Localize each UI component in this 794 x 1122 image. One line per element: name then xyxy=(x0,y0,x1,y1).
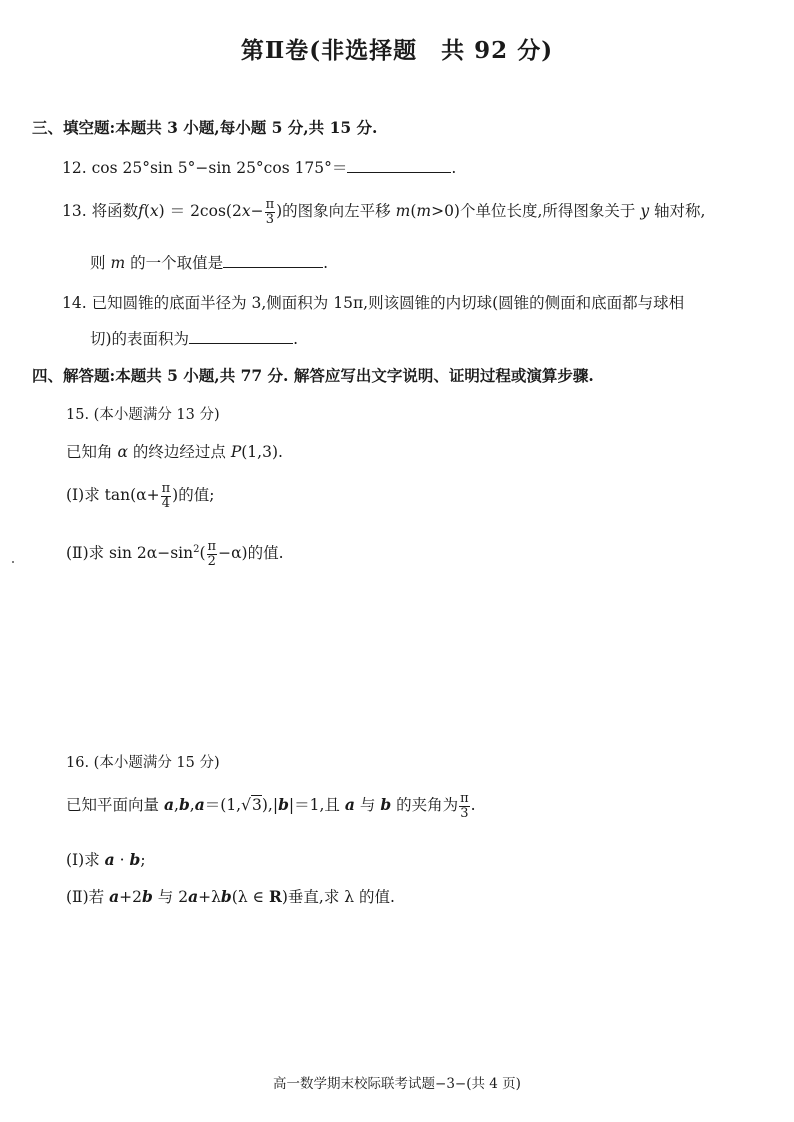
question-text: 则 xyxy=(90,254,106,272)
sqrt-symbol: √ xyxy=(241,796,251,815)
math-var: y xyxy=(640,202,650,221)
dot-operator: · xyxy=(114,851,130,869)
question-text: (Ⅱ)若 xyxy=(66,888,105,906)
question-text: cos 25°sin 5°−sin 25°cos 175°＝ xyxy=(91,159,348,177)
vector-b: b xyxy=(380,795,392,815)
math-text: (1,3). xyxy=(241,443,283,461)
page-footer: 高一数学期末校际联考试题−3−(共 4 页) xyxy=(273,1076,521,1092)
question-end: . xyxy=(470,796,476,815)
question-text: ; xyxy=(140,851,146,869)
question-number: 12. xyxy=(62,159,87,177)
math-var: m xyxy=(416,202,432,221)
question-text: 已知圆锥的底面半径为 3,侧面积为 15π,则该圆锥的内切球(圆锥的侧面和底面都与球相 xyxy=(91,294,685,312)
question-text: )的图象向左平移 xyxy=(276,202,391,221)
math-text: +λ xyxy=(198,888,221,906)
vector-b: b xyxy=(178,795,190,815)
question-text: 的终边经过点 xyxy=(132,443,226,461)
fraction-denominator: 4 xyxy=(161,495,171,511)
math-text: (λ ∈ xyxy=(231,888,269,906)
vector-b: b xyxy=(278,795,289,815)
question-text: 与 xyxy=(359,796,376,815)
question-12 xyxy=(62,156,456,178)
vector-a: a xyxy=(163,795,174,815)
vector-a: a xyxy=(188,887,199,906)
math-var: α xyxy=(117,443,128,461)
question-number: 14. xyxy=(62,294,87,312)
vector-b: b xyxy=(220,887,232,906)
vector-a: a xyxy=(104,850,115,869)
question-14-line-1 xyxy=(62,291,684,313)
vector-b: b xyxy=(129,850,141,869)
fraction-numerator: π xyxy=(460,791,469,806)
question-15-part-1 xyxy=(66,482,214,510)
question-16-part-1 xyxy=(66,848,146,870)
question-end: . xyxy=(323,254,329,272)
vector-a: a xyxy=(109,887,120,906)
question-13-line-2 xyxy=(90,251,328,273)
question-text: 的一个取值是 xyxy=(130,254,224,272)
question-text: (Ⅰ)求 tan(α+ xyxy=(66,486,160,505)
scan-speck xyxy=(12,561,14,563)
question-text: (Ⅱ)求 sin 2α−sin xyxy=(66,544,194,563)
math-var: P xyxy=(230,443,242,461)
math-text: ( xyxy=(143,202,150,221)
question-16-part-2 xyxy=(66,885,395,907)
question-text: 轴对称, xyxy=(654,202,706,221)
answer-blank xyxy=(223,253,323,268)
answer-blank xyxy=(347,158,451,173)
fraction-denominator: 3 xyxy=(460,805,469,821)
vector-b: b xyxy=(141,887,153,906)
question-14-line-2 xyxy=(90,327,298,349)
math-text: ) ＝ 2cos(2 xyxy=(158,202,242,221)
fraction xyxy=(459,792,470,820)
question-number: 13. xyxy=(62,202,87,221)
section-3-heading: 三、填空题:本题共 3 小题,每小题 5 分,共 15 分. xyxy=(32,118,378,137)
fraction xyxy=(207,540,218,568)
question-15-part-2 xyxy=(66,540,284,568)
fraction xyxy=(265,198,276,226)
question-text: 与 2 xyxy=(157,888,189,906)
fraction-denominator: 2 xyxy=(207,553,216,569)
punctuation: , xyxy=(174,796,179,815)
math-var: x xyxy=(149,202,159,221)
superscript: 2 xyxy=(193,543,200,555)
math-var: x xyxy=(241,202,251,221)
question-text: 将函数 xyxy=(91,202,139,221)
math-var: m xyxy=(395,202,411,221)
math-var: m xyxy=(110,254,126,272)
page-title: 第Ⅱ卷(非选择题 共 92 分) xyxy=(240,37,554,64)
question-text: >0)个单位长度,所得图象关于 xyxy=(431,202,636,221)
question-text: 切)的表面积为 xyxy=(90,330,190,348)
fraction-numerator: π xyxy=(265,197,275,212)
question-16-header: 16. (本小题满分 15 分) xyxy=(66,755,220,771)
vector-a: a xyxy=(194,795,205,815)
math-text: ＝(1, xyxy=(204,796,242,815)
question-text: −α)的值. xyxy=(218,544,284,563)
question-text: (Ⅰ)求 xyxy=(66,851,100,869)
punctuation: , xyxy=(189,796,195,815)
section-4-heading: 四、解答题:本题共 5 小题,共 77 分. 解答应写出文字说明、证明过程或演算步骤. xyxy=(32,366,594,385)
fraction-numerator: π xyxy=(207,539,217,554)
question-text: 已知平面向量 xyxy=(66,796,160,815)
question-end: . xyxy=(293,330,298,348)
question-text: 的夹角为 xyxy=(396,796,459,815)
math-text: ( xyxy=(199,544,206,563)
fraction-numerator: π xyxy=(161,481,171,496)
math-text: ),| xyxy=(261,796,279,815)
fraction-denominator: 3 xyxy=(265,211,274,227)
question-text: )垂直,求 λ 的值. xyxy=(281,888,395,906)
question-13-line-1 xyxy=(62,198,705,226)
question-text: )的值; xyxy=(172,486,215,505)
math-var: f xyxy=(138,202,144,221)
math-text: +2 xyxy=(119,888,142,906)
math-text: ( xyxy=(410,202,417,221)
real-numbers-symbol: R xyxy=(268,887,282,906)
fraction xyxy=(161,482,172,510)
question-16-stem xyxy=(66,792,476,820)
answer-blank xyxy=(189,329,293,344)
question-15-stem xyxy=(66,440,283,462)
question-text: |＝1,且 xyxy=(288,796,340,815)
vector-a: a xyxy=(344,795,355,815)
question-end: . xyxy=(451,159,457,177)
question-text: 已知角 xyxy=(66,443,113,461)
sqrt-radicand: 3 xyxy=(252,796,262,815)
question-15-header: 15. (本小题满分 13 分) xyxy=(66,407,220,423)
math-text: − xyxy=(250,202,264,221)
